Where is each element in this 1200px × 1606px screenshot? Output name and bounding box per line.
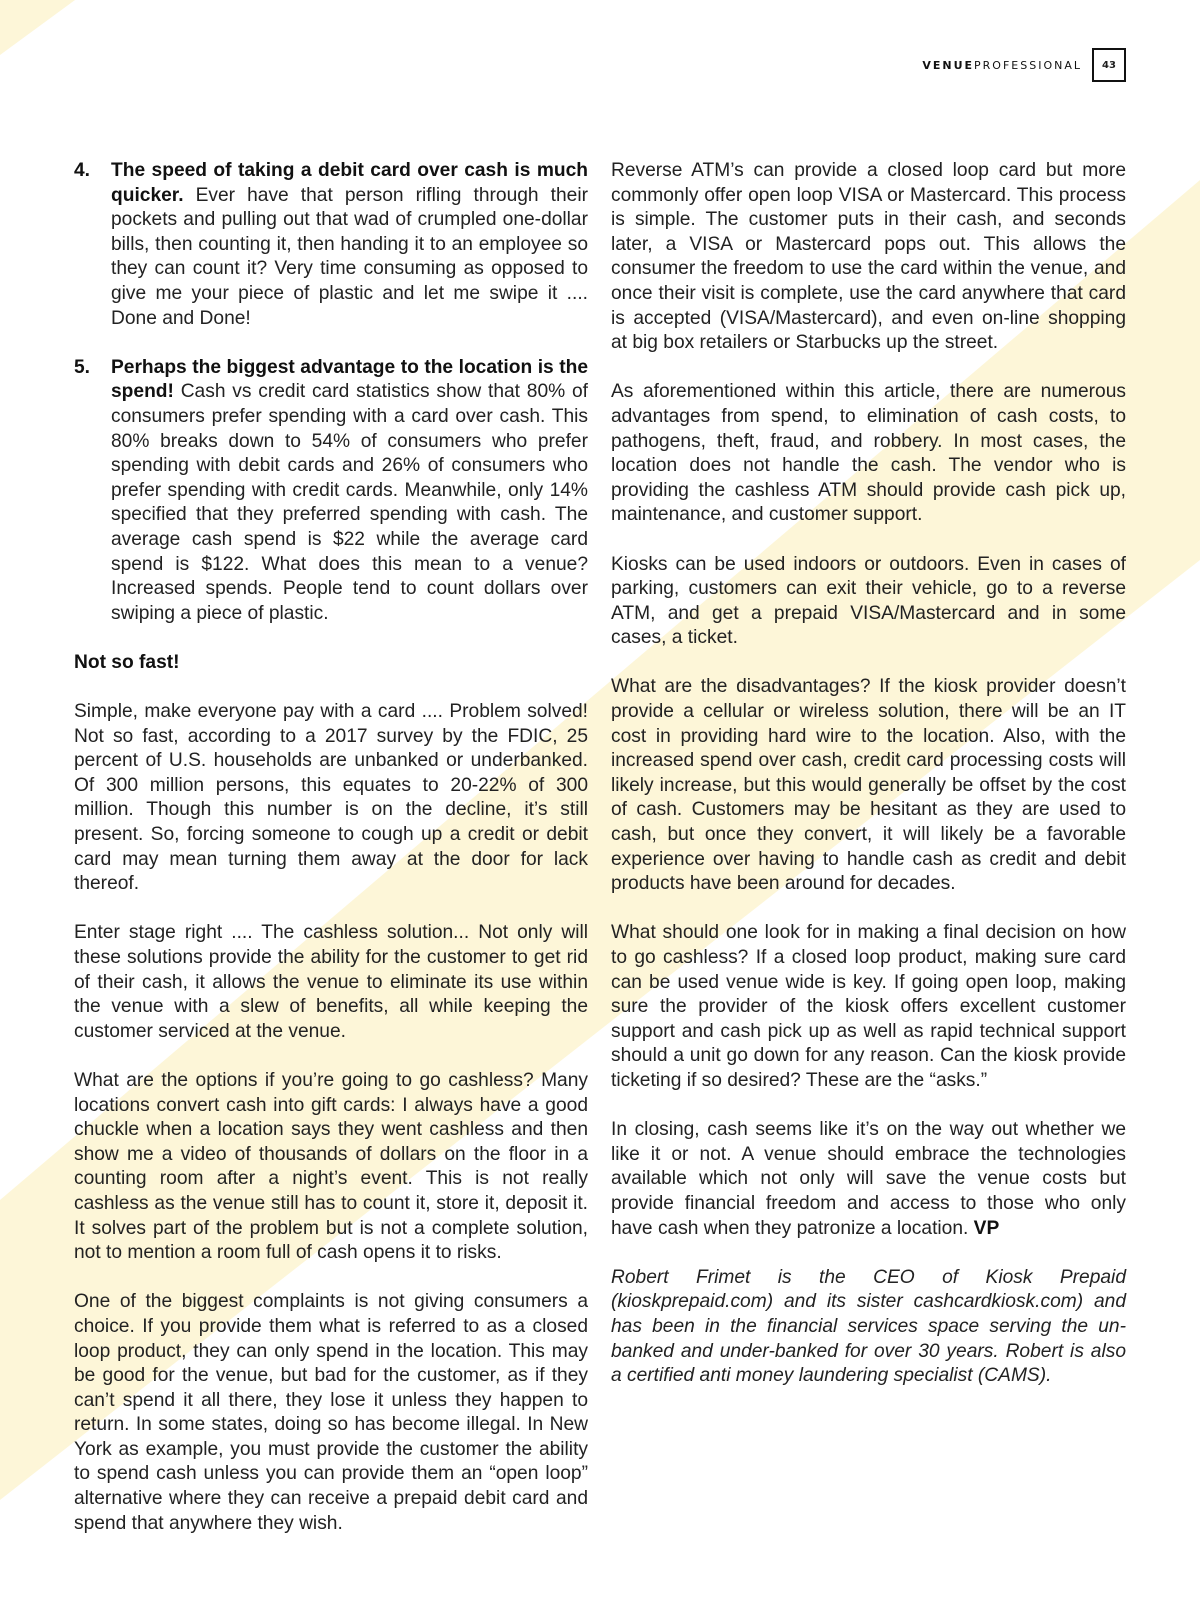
paragraph: As aforementioned within this article, there are numerous advantages from spend, to elimination of cash costs, to pathogens, theft, fraud, and robbery. In most cases, the location does not handle the cash. The vendor who is providing the cashless ATM should provide cash pick up, maintenance, and customer support.	[611, 381, 1126, 526]
paragraph: What should one look for in making a final decision on how to go cashless? If a closed loop product, making sure card can be used venue wide is key. If going open loop, making sure the provider of the kiosk offers excellent customer support and cash pick up as well as rapid technical support should a unit go down for any reason. Can the kiosk provide ticketing if so desired? These are the “asks.”	[611, 922, 1126, 1091]
list-number: 5.	[74, 356, 91, 378]
paragraph: Simple, make everyone pay with a card .... Problem solved! Not so fast, according to a 2017 survey by the FDIC, 25 percent of U.S. households are unbanked or underbanked. Of 300 million persons, this equates to 20-22% of 300 million. Though this number is on the decline, it’s still present. So, forcing someone to cough up a credit or debit card may mean turning them away at the door for lack thereof.	[74, 701, 588, 895]
closing-paragraph	[611, 1118, 1126, 1241]
paragraph: Reverse ATM’s can provide a closed loop card but more commonly offer open loop VISA or Mastercard. This process is simple. The customer puts in their cash, and seconds later, a VISA or Mastercard pops out. This allows the consumer the freedom to use the card within the venue, and once their visit is complete, use the card anywhere that card is accepted (VISA/Mastercard), and even on-line shopping at big box retailers or Starbucks up the street.	[611, 160, 1126, 354]
list-item-lead: The speed of taking a debit card over cash is much quicker.	[111, 160, 588, 206]
list-item-body	[111, 159, 588, 331]
paragraph: What are the disadvantages? If the kiosk provider doesn’t provide a cellular or wireless solution, there will be an IT cost in providing hard wire to the location. Also, with the increased spend over cash, credit card processing costs will likely increase, but this would generally be offset by the cost of cash. Customers may be hesitant as they are used to cash, but once they convert, it will likely be a favorable experience over having to handle cash as credit and debit products have been around for decades.	[611, 676, 1126, 895]
list-item-text: Ever have that person rifling through their pockets and pulling out that wad of crumpled one-dollar bills, then counting it, then handing it to an employee so they can count it? Very time consuming as opposed to give me your piece of plastic and let me swipe it .... Done and Done!	[111, 184, 588, 329]
right-column	[611, 159, 1126, 1413]
paragraph: Kiosks can be used indoors or outdoors. Even in cases of parking, customers can exit their vehicle, go to a reverse ATM, and get a prepaid VISA/Mastercard and in some cases, a ticket.	[611, 553, 1126, 649]
author-bio: Robert Frimet is the CEO of Kiosk Prepaid (kioskprepaid.com) and its sister cashcardkiosk.com) and has been in the financial services space serving the un-banked and under-banked for over 30 years. Robert is also a certified anti money laundering specialist (CAMS).	[611, 1266, 1126, 1387]
list-item-4	[74, 159, 588, 331]
signoff-mark: VP	[973, 1217, 1000, 1239]
section-subheading: Not so fast!	[74, 651, 180, 673]
list-number: 4.	[74, 160, 91, 181]
page-header	[922, 48, 1126, 82]
paragraph: What are the options if you’re going to go cashless? Many locations convert cash into gift cards: I always have a good chuckle when a location says they went cashless and then show me a video of thousands of dollars on the floor in a counting room after a night’s event. This is not really cashless as the venue still has to count it, store it, deposit it. It solves part of the problem but is not a complete solution, not to mention a room full of cash opens it to risks.	[74, 1069, 588, 1264]
list-item-text: Cash vs credit card statistics show that 80% of consumers prefer spending with a card over cash. This 80% breaks down to 54% of consumers who prefer spending with debit cards and 26% of consumers who prefer spending with credit cards. Meanwhile, only 14% specified that they preferred spending with cash. The average cash spend is $22 while the average card spend is $122. What does this mean to a venue? Increased spends. People tend to count dollars over swiping a piece of plastic.	[111, 381, 588, 624]
publication-brand: VENUEPROFESSIONAL	[922, 58, 1082, 72]
paragraph: Enter stage right .... The cashless solution... Not only will these solutions provide the ability for the customer to get rid of their cash, it allows the venue to eliminate its use within the venue with a slew of benefits, all while keeping the customer serviced at the venue.	[74, 922, 588, 1042]
list-item-lead: Perhaps the biggest advantage to the location is the spend!	[111, 356, 588, 403]
paragraph: One of the biggest complaints is not giving consumers a choice. If you provide them what is referred to as a closed loop product, they can only spend in the location. This may be good for the venue, but bad for the customer, as if they can’t spend it all there, they lose it unless they happen to return. In some states, doing so has become illegal. In New York as example, you must provide the customer the ability to spend cash unless you can provide them an “open loop” alternative where they can receive a prepaid debit card and spend that anywhere they wish.	[74, 1291, 588, 1534]
list-item-5	[74, 356, 588, 627]
left-column	[74, 159, 588, 1561]
closing-text: In closing, cash seems like it’s on the way out whether we like it or not. A venue should embrace the technologies available which not only will save the venue costs but provide financial freedom and access to those who only have cash when they patronize a location.	[611, 1119, 1126, 1239]
page-number: 43	[1092, 48, 1126, 82]
list-item-body	[111, 356, 588, 627]
